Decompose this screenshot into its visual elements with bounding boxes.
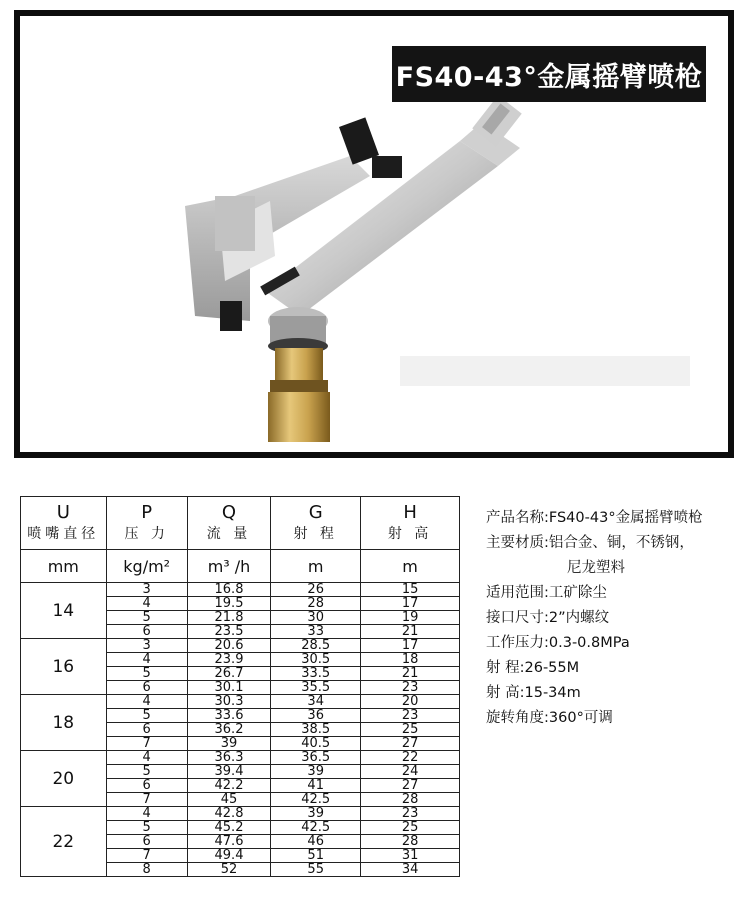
- value-cell: 36.5: [271, 751, 361, 765]
- value-cell: 6: [106, 625, 187, 639]
- product-spec-list: [486, 506, 703, 731]
- value-cell: 19: [361, 611, 460, 625]
- value-cell: 26.7: [187, 667, 270, 681]
- value-cell: 4: [106, 807, 187, 821]
- value-cell: 5: [106, 667, 187, 681]
- value-cell: 28: [361, 835, 460, 849]
- value-cell: 6: [106, 723, 187, 737]
- value-cell: 23.5: [187, 625, 270, 639]
- table-row: [21, 695, 460, 709]
- value-cell: 16.8: [187, 583, 270, 597]
- value-cell: 20: [361, 695, 460, 709]
- value-cell: 7: [106, 849, 187, 863]
- header-cn: 压 力: [124, 526, 169, 542]
- value-cell: 7: [106, 793, 187, 807]
- spec-label: 射 高:: [486, 685, 525, 701]
- value-cell: 38.5: [271, 723, 361, 737]
- value-cell: 8: [106, 863, 187, 877]
- table-row: [21, 583, 460, 597]
- value-cell: 31: [361, 849, 460, 863]
- spec-value: 0.3-0.8MPa: [548, 635, 630, 651]
- spec-value: 2”内螺纹: [548, 610, 610, 626]
- value-cell: 25: [361, 723, 460, 737]
- table-header-row: [21, 497, 460, 550]
- value-cell: 33.6: [187, 709, 270, 723]
- value-cell: 6: [106, 681, 187, 695]
- header-cell: [271, 497, 361, 550]
- value-cell: 22: [361, 751, 460, 765]
- spec-line: [486, 581, 703, 606]
- value-cell: 49.4: [187, 849, 270, 863]
- header-cn: 射 高: [387, 526, 433, 542]
- spec-value: 工矿除尘: [548, 585, 607, 601]
- value-cell: 42.5: [271, 821, 361, 835]
- value-cell: 7: [106, 737, 187, 751]
- nozzle-diameter-cell: 22: [21, 807, 107, 877]
- value-cell: 26: [271, 583, 361, 597]
- value-cell: 33.5: [271, 667, 361, 681]
- value-cell: 36.3: [187, 751, 270, 765]
- table-row: [21, 751, 460, 765]
- value-cell: 45: [187, 793, 270, 807]
- header-letter: G: [308, 502, 323, 523]
- value-cell: 17: [361, 639, 460, 653]
- value-cell: 27: [361, 737, 460, 751]
- nozzle-diameter-cell: 18: [21, 695, 107, 751]
- value-cell: 30: [271, 611, 361, 625]
- spec-label: 射 程:: [486, 660, 525, 676]
- header-cell: [21, 497, 107, 550]
- spec-line: [486, 631, 703, 656]
- spec-label: 接口尺寸:: [486, 610, 549, 626]
- value-cell: 3: [106, 639, 187, 653]
- value-cell: 6: [106, 779, 187, 793]
- value-cell: 39.4: [187, 765, 270, 779]
- spec-value: 26-55M: [524, 660, 580, 676]
- value-cell: 35.5: [271, 681, 361, 695]
- value-cell: 23: [361, 681, 460, 695]
- spec-value: 15-34m: [524, 685, 581, 701]
- value-cell: 27: [361, 779, 460, 793]
- spec-line: [486, 606, 703, 631]
- value-cell: 45.2: [187, 821, 270, 835]
- spec-line: [486, 706, 703, 731]
- table-row: [21, 807, 460, 821]
- unit-cell: kg/m²: [106, 550, 187, 583]
- spec-line: [486, 531, 703, 556]
- value-cell: 55: [271, 863, 361, 877]
- value-cell: 18: [361, 653, 460, 667]
- header-letter: H: [403, 502, 417, 523]
- value-cell: 42.2: [187, 779, 270, 793]
- value-cell: 39: [271, 807, 361, 821]
- value-cell: 40.5: [271, 737, 361, 751]
- performance-table: [20, 496, 460, 877]
- unit-cell: m: [271, 550, 361, 583]
- value-cell: 5: [106, 709, 187, 723]
- value-cell: 3: [106, 583, 187, 597]
- value-cell: 4: [106, 751, 187, 765]
- spec-value: 尼龙塑料: [567, 560, 625, 576]
- spec-value: 铝合金、铜，不锈钢，: [548, 535, 694, 551]
- value-cell: 28: [271, 597, 361, 611]
- value-cell: 30.1: [187, 681, 270, 695]
- table-units-row: [21, 550, 460, 583]
- value-cell: 19.5: [187, 597, 270, 611]
- value-cell: 34: [271, 695, 361, 709]
- value-cell: 15: [361, 583, 460, 597]
- spec-value: 360°可调: [548, 710, 613, 726]
- value-cell: 28: [361, 793, 460, 807]
- spec-label: 适用范围:: [486, 585, 549, 601]
- nozzle-diameter-cell: 20: [21, 751, 107, 807]
- spec-line: [486, 506, 703, 531]
- header-letter: Q: [221, 502, 237, 523]
- value-cell: 4: [106, 653, 187, 667]
- nozzle-diameter-cell: 14: [21, 583, 107, 639]
- value-cell: 36.2: [187, 723, 270, 737]
- product-title-banner: FS40-43°金属摇臂喷枪: [392, 46, 706, 102]
- header-cell: [361, 497, 460, 550]
- unit-cell: m: [361, 550, 460, 583]
- value-cell: 21.8: [187, 611, 270, 625]
- value-cell: 17: [361, 597, 460, 611]
- spec-line: [486, 556, 703, 581]
- value-cell: 30.3: [187, 695, 270, 709]
- spec-line: [486, 681, 703, 706]
- spec-label: 工作压力:: [486, 635, 549, 651]
- spec-label: 旋转角度:: [486, 710, 549, 726]
- unit-cell: mm: [21, 550, 107, 583]
- value-cell: 23: [361, 807, 460, 821]
- value-cell: 47.6: [187, 835, 270, 849]
- value-cell: 34: [361, 863, 460, 877]
- unit-cell: m³ /h: [187, 550, 270, 583]
- value-cell: 4: [106, 597, 187, 611]
- table-row: [21, 639, 460, 653]
- value-cell: 42.8: [187, 807, 270, 821]
- header-cell: [106, 497, 187, 550]
- value-cell: 23.9: [187, 653, 270, 667]
- value-cell: 46: [271, 835, 361, 849]
- spec-label: 产品名称:: [486, 510, 549, 526]
- value-cell: 39: [187, 737, 270, 751]
- value-cell: 5: [106, 765, 187, 779]
- value-cell: 6: [106, 835, 187, 849]
- spec-value: FS40-43°金属摇臂喷枪: [548, 510, 703, 526]
- value-cell: 28.5: [271, 639, 361, 653]
- header-letter: P: [141, 502, 153, 523]
- value-cell: 5: [106, 821, 187, 835]
- value-cell: 25: [361, 821, 460, 835]
- value-cell: 23: [361, 709, 460, 723]
- value-cell: 41: [271, 779, 361, 793]
- header-cn: 喷嘴直径: [27, 526, 100, 542]
- header-letter: U: [56, 502, 70, 523]
- value-cell: 42.5: [271, 793, 361, 807]
- value-cell: 5: [106, 611, 187, 625]
- spec-line: [486, 656, 703, 681]
- value-cell: 21: [361, 667, 460, 681]
- product-photo-frame: [14, 10, 734, 458]
- value-cell: 4: [106, 695, 187, 709]
- value-cell: 52: [187, 863, 270, 877]
- spec-label: 主要材质:: [486, 535, 549, 551]
- value-cell: 36: [271, 709, 361, 723]
- nozzle-diameter-cell: 16: [21, 639, 107, 695]
- value-cell: 39: [271, 765, 361, 779]
- header-cn: 射 程: [293, 526, 338, 542]
- value-cell: 33: [271, 625, 361, 639]
- header-cn: 流 量: [206, 526, 252, 542]
- value-cell: 20.6: [187, 639, 270, 653]
- value-cell: 51: [271, 849, 361, 863]
- value-cell: 21: [361, 625, 460, 639]
- value-cell: 30.5: [271, 653, 361, 667]
- value-cell: 24: [361, 765, 460, 779]
- header-cell: [187, 497, 270, 550]
